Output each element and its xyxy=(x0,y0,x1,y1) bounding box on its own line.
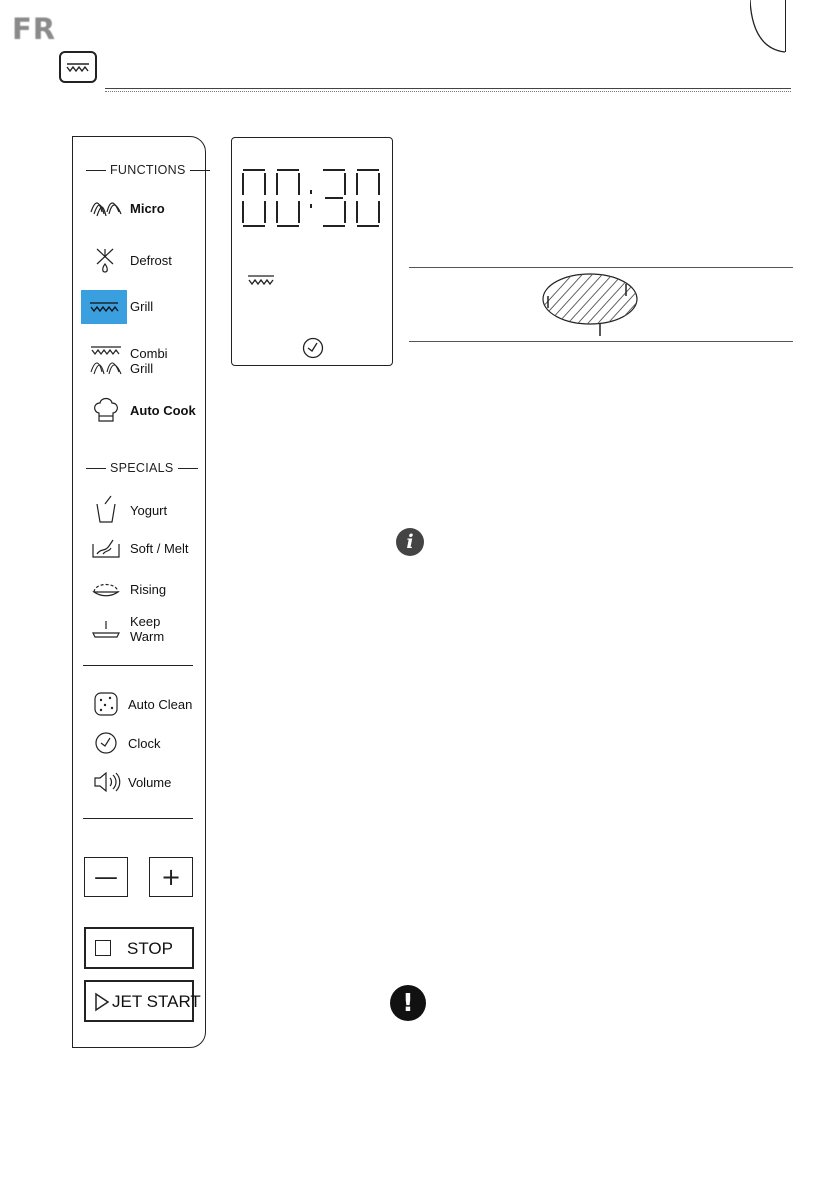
functions-title: FUNCTIONS xyxy=(82,163,214,177)
jet-start-button[interactable] xyxy=(84,980,201,1022)
combi-grill-line1: Combi xyxy=(130,346,168,361)
special-yogurt[interactable]: Yogurt xyxy=(130,503,168,518)
grill-icon xyxy=(88,298,120,316)
display-clock-icon xyxy=(302,337,324,359)
rising-icon xyxy=(91,578,121,600)
display-time xyxy=(239,166,385,230)
plus-symbol: + xyxy=(160,863,182,891)
language-label: FR xyxy=(12,12,57,46)
separator xyxy=(83,818,193,819)
combi-grill-line2: Grill xyxy=(130,361,154,376)
minus-symbol: — xyxy=(94,863,118,891)
function-grill[interactable]: Grill xyxy=(130,299,154,314)
specials-title: SPECIALS xyxy=(82,461,202,475)
keep-warm-line2: Warm xyxy=(130,629,165,644)
combi-grill-icon xyxy=(89,344,123,376)
special-keep-warm[interactable] xyxy=(130,614,164,644)
display-grill-icon xyxy=(246,273,276,287)
function-combi-grill[interactable] xyxy=(130,346,168,376)
keep-warm-line1: Keep xyxy=(130,614,161,629)
header-rule xyxy=(105,88,791,92)
stop-button[interactable] xyxy=(84,927,194,969)
function-auto-cook[interactable]: Auto Cook xyxy=(130,403,196,418)
function-micro[interactable]: Micro xyxy=(130,201,165,216)
warning-glyph: ! xyxy=(402,988,414,1017)
play-icon xyxy=(94,992,110,1012)
volume-icon xyxy=(93,770,123,794)
corner-line xyxy=(785,0,786,52)
warning-icon xyxy=(390,985,426,1021)
soft-melt-icon xyxy=(91,536,121,560)
special-rising[interactable]: Rising xyxy=(130,582,167,597)
stop-icon xyxy=(95,940,111,956)
defrost-icon xyxy=(92,247,118,275)
info-glyph: i xyxy=(406,531,414,553)
stop-label: STOP xyxy=(127,939,173,958)
grill-icon xyxy=(59,51,97,83)
microwave-waves-icon xyxy=(89,196,123,218)
plus-button[interactable] xyxy=(149,857,193,897)
auto-clean-icon xyxy=(93,691,119,717)
grill-rack-icon xyxy=(540,272,640,340)
setting-auto-clean[interactable]: Auto Clean xyxy=(128,697,193,712)
corner-mark xyxy=(750,0,790,56)
special-soft-melt[interactable]: Soft / Melt xyxy=(130,541,189,556)
yogurt-icon xyxy=(93,494,119,524)
keep-warm-icon xyxy=(91,618,121,642)
figure-bottom-rule xyxy=(409,341,793,342)
start-label: JET START xyxy=(112,992,201,1011)
setting-clock[interactable]: Clock xyxy=(128,736,161,751)
clock-icon xyxy=(94,731,118,755)
minus-button[interactable] xyxy=(84,857,128,897)
chef-hat-icon xyxy=(92,395,120,425)
info-icon xyxy=(396,528,424,556)
function-defrost[interactable]: Defrost xyxy=(130,253,172,268)
figure-top-rule xyxy=(409,267,793,268)
separator xyxy=(83,665,193,666)
setting-volume[interactable]: Volume xyxy=(128,775,172,790)
